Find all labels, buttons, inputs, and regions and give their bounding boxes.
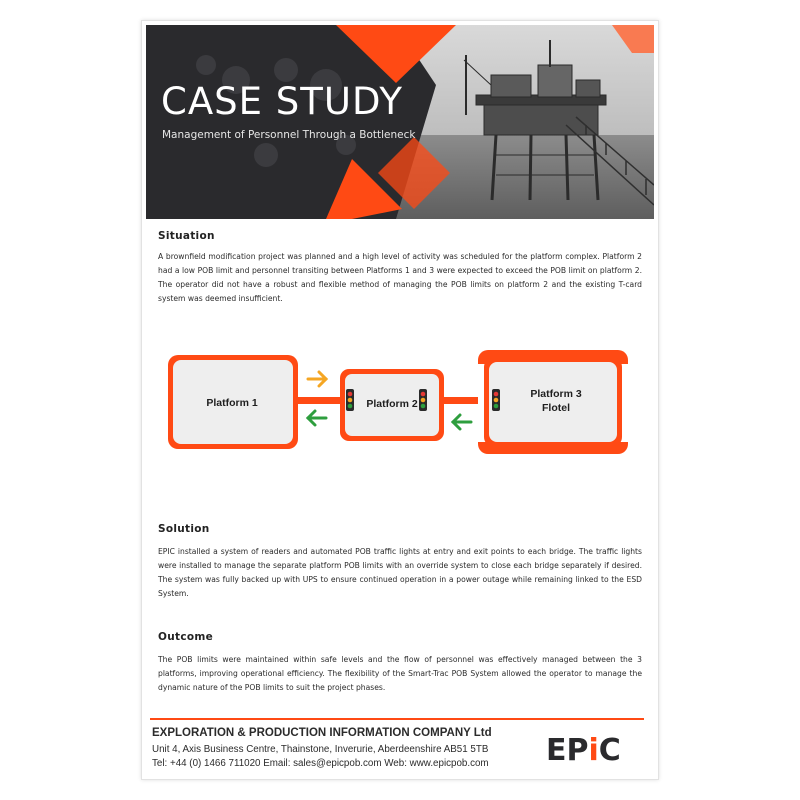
- traffic-light-icon: [492, 389, 500, 411]
- platform-flow-diagram: [166, 348, 636, 458]
- arrow-left-icon: [308, 411, 326, 425]
- solution-heading: Solution: [158, 523, 210, 535]
- epic-logo: [546, 733, 621, 769]
- outcome-heading: Outcome: [158, 631, 214, 643]
- arrow-left-icon: [453, 415, 471, 429]
- bridge-1-2: [296, 397, 342, 404]
- page-title: CASE STUDY: [161, 80, 404, 123]
- traffic-light-icon: [346, 389, 354, 411]
- platform-1-label: Platform 1: [206, 397, 258, 409]
- platform-2-box: [340, 369, 444, 441]
- company-name: EXPLORATION & PRODUCTION INFORMATION COMPANY Ltd: [152, 727, 492, 739]
- company-address: Unit 4, Axis Business Centre, Thainstone, Inverurie, Aberdeenshire AB51 5TB: [152, 744, 489, 755]
- logo-text-left: EP: [546, 733, 589, 768]
- solution-paragraph: EPIC installed a system of readers and automated POB traffic lights at entry and exit points to each bridge. The traffic lights were installed to manage the separate platform POB limits with an override system to close each bridge separately if desired. The system was fully backed up with UPS to ensure continued operation in a power outage while remaining linked to the ESD System.: [158, 547, 642, 598]
- platform-2-label: Platform 2: [366, 398, 418, 410]
- situation-paragraph: A brownfield modification project was planned and a high level of activity was scheduled for the platform complex. Platform 2 had a low POB limit and personnel transiting between Platforms 1 and 3 were expected to exceed the POB limit on platform 2. The operator did not have a robust and flexible method of managing the POB limits on platform 2 and the existing T-card system was deemed insufficient.: [158, 252, 642, 303]
- situation-heading: Situation: [158, 230, 215, 242]
- platform-3-label: Platform 3: [530, 388, 582, 400]
- platform-3-flotel-box: [478, 350, 628, 454]
- traffic-light-icon: [419, 389, 427, 411]
- arrow-right-icon: [308, 372, 326, 386]
- logo-text-i: i: [588, 733, 599, 768]
- page-subtitle: Management of Personnel Through a Bottleneck: [162, 129, 416, 141]
- hero-banner: [146, 25, 654, 219]
- footer-divider: [150, 718, 644, 720]
- outcome-paragraph: The POB limits were maintained within safe levels and the flow of personnel was effectively managed between the 3 platforms, improving operational efficiency. The flexibility of the Smart-Trac POB System allowed the operator to manage the dynamic nature of the POB limits to suit the project phases.: [158, 655, 642, 692]
- case-study-document: [141, 20, 659, 780]
- company-contact: Tel: +44 (0) 1466 711020 Email: sales@epicpob.com Web: www.epicpob.com: [152, 758, 489, 769]
- logo-text-right: C: [598, 733, 621, 768]
- flotel-label: Flotel: [542, 402, 570, 414]
- platform-1-box: [168, 355, 298, 449]
